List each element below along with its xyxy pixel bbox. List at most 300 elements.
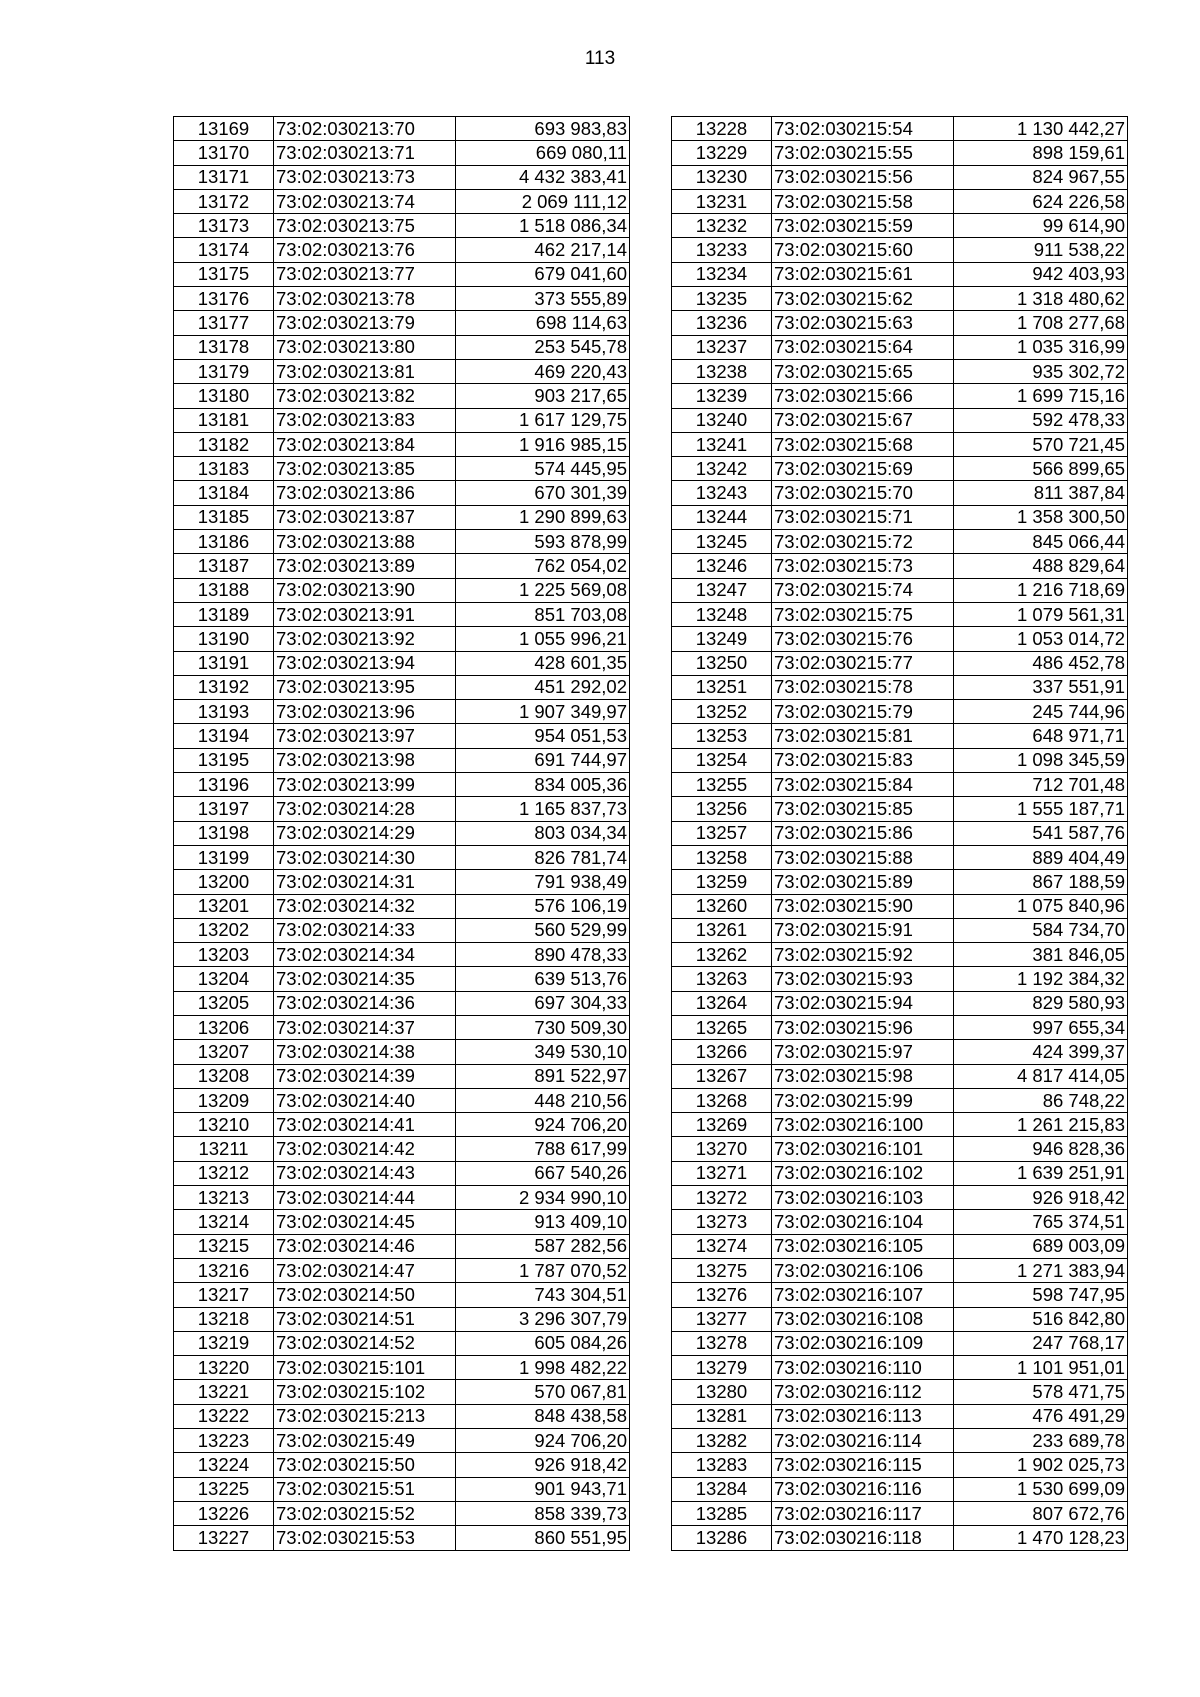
registry-table-right-body: [672, 117, 1128, 1551]
cadastral-number-cell: 73:02:030215:62: [772, 287, 954, 311]
row-number-cell: 13258: [672, 845, 772, 869]
row-number-cell: 13282: [672, 1429, 772, 1453]
cadastral-number-cell: 73:02:030215:69: [772, 457, 954, 481]
table-row: [672, 675, 1128, 699]
value-cell: 448 210,56: [456, 1088, 630, 1112]
value-cell: 848 438,58: [456, 1404, 630, 1428]
row-number-cell: 13197: [174, 797, 274, 821]
registry-table-left-body: [174, 117, 630, 1551]
table-row: [672, 1307, 1128, 1331]
table-row: [672, 627, 1128, 651]
row-number-cell: 13192: [174, 675, 274, 699]
cadastral-number-cell: 73:02:030216:109: [772, 1331, 954, 1355]
table-row: [174, 651, 630, 675]
table-row: [174, 554, 630, 578]
value-cell: 903 217,65: [456, 384, 630, 408]
table-row: [672, 870, 1128, 894]
cadastral-number-cell: 73:02:030213:87: [274, 505, 456, 529]
row-number-cell: 13200: [174, 870, 274, 894]
value-cell: 890 478,33: [456, 943, 630, 967]
row-number-cell: 13248: [672, 602, 772, 626]
cadastral-number-cell: 73:02:030213:92: [274, 627, 456, 651]
table-row: [174, 1258, 630, 1282]
value-cell: 1 130 442,27: [954, 117, 1128, 141]
table-row: [174, 675, 630, 699]
cadastral-number-cell: 73:02:030215:85: [772, 797, 954, 821]
table-row: [672, 1088, 1128, 1112]
value-cell: 4 817 414,05: [954, 1064, 1128, 1088]
value-cell: 1 916 985,15: [456, 432, 630, 456]
table-row: [174, 943, 630, 967]
cadastral-number-cell: 73:02:030214:39: [274, 1064, 456, 1088]
table-row: [174, 1113, 630, 1137]
table-row: [174, 311, 630, 335]
table-row: [672, 1064, 1128, 1088]
cadastral-number-cell: 73:02:030213:77: [274, 262, 456, 286]
row-number-cell: 13225: [174, 1477, 274, 1501]
row-number-cell: 13233: [672, 238, 772, 262]
value-cell: 826 781,74: [456, 845, 630, 869]
table-row: [174, 894, 630, 918]
value-cell: 2 069 111,12: [456, 189, 630, 213]
table-row: [672, 1331, 1128, 1355]
row-number-cell: 13276: [672, 1283, 772, 1307]
table-row: [174, 821, 630, 845]
table-row: [672, 457, 1128, 481]
value-cell: 911 538,22: [954, 238, 1128, 262]
value-cell: 462 217,14: [456, 238, 630, 262]
table-row: [672, 1161, 1128, 1185]
row-number-cell: 13284: [672, 1477, 772, 1501]
table-row: [174, 1331, 630, 1355]
value-cell: 1 075 840,96: [954, 894, 1128, 918]
cadastral-number-cell: 73:02:030213:82: [274, 384, 456, 408]
cadastral-number-cell: 73:02:030215:60: [772, 238, 954, 262]
cadastral-number-cell: 73:02:030213:80: [274, 335, 456, 359]
table-row: [672, 1501, 1128, 1525]
table-row: [672, 408, 1128, 432]
cadastral-number-cell: 73:02:030215:66: [772, 384, 954, 408]
table-row: [672, 602, 1128, 626]
value-cell: 587 282,56: [456, 1234, 630, 1258]
row-number-cell: 13170: [174, 141, 274, 165]
row-number-cell: 13250: [672, 651, 772, 675]
value-cell: 488 829,64: [954, 554, 1128, 578]
row-number-cell: 13252: [672, 700, 772, 724]
cadastral-number-cell: 73:02:030213:83: [274, 408, 456, 432]
cadastral-number-cell: 73:02:030216:104: [772, 1210, 954, 1234]
table-row: [174, 238, 630, 262]
value-cell: 576 106,19: [456, 894, 630, 918]
cadastral-number-cell: 73:02:030215:96: [772, 1015, 954, 1039]
row-number-cell: 13259: [672, 870, 772, 894]
table-row: [672, 797, 1128, 821]
cadastral-number-cell: 73:02:030215:101: [274, 1356, 456, 1380]
row-number-cell: 13213: [174, 1186, 274, 1210]
table-row: [672, 214, 1128, 238]
cadastral-number-cell: 73:02:030215:89: [772, 870, 954, 894]
value-cell: 924 706,20: [456, 1429, 630, 1453]
value-cell: 811 387,84: [954, 481, 1128, 505]
cadastral-number-cell: 73:02:030215:64: [772, 335, 954, 359]
row-number-cell: 13227: [174, 1526, 274, 1550]
value-cell: 689 003,09: [954, 1234, 1128, 1258]
cadastral-number-cell: 73:02:030215:50: [274, 1453, 456, 1477]
row-number-cell: 13177: [174, 311, 274, 335]
row-number-cell: 13222: [174, 1404, 274, 1428]
cadastral-number-cell: 73:02:030213:73: [274, 165, 456, 189]
row-number-cell: 13223: [174, 1429, 274, 1453]
cadastral-number-cell: 73:02:030213:86: [274, 481, 456, 505]
cadastral-number-cell: 73:02:030216:116: [772, 1477, 954, 1501]
cadastral-number-cell: 73:02:030215:71: [772, 505, 954, 529]
table-row: [672, 943, 1128, 967]
value-cell: 1 165 837,73: [456, 797, 630, 821]
table-row: [672, 1210, 1128, 1234]
value-cell: 712 701,48: [954, 773, 1128, 797]
row-number-cell: 13206: [174, 1015, 274, 1039]
row-number-cell: 13226: [174, 1501, 274, 1525]
table-row: [672, 505, 1128, 529]
table-row: [672, 384, 1128, 408]
value-cell: 1 518 086,34: [456, 214, 630, 238]
row-number-cell: 13204: [174, 967, 274, 991]
row-number-cell: 13274: [672, 1234, 772, 1258]
table-row: [174, 1137, 630, 1161]
value-cell: 1 101 951,01: [954, 1356, 1128, 1380]
row-number-cell: 13285: [672, 1501, 772, 1525]
row-number-cell: 13245: [672, 530, 772, 554]
row-number-cell: 13219: [174, 1331, 274, 1355]
row-number-cell: 13272: [672, 1186, 772, 1210]
cadastral-number-cell: 73:02:030213:95: [274, 675, 456, 699]
row-number-cell: 13283: [672, 1453, 772, 1477]
value-cell: 624 226,58: [954, 189, 1128, 213]
row-number-cell: 13195: [174, 748, 274, 772]
value-cell: 946 828,36: [954, 1137, 1128, 1161]
row-number-cell: 13260: [672, 894, 772, 918]
row-number-cell: 13203: [174, 943, 274, 967]
value-cell: 1 271 383,94: [954, 1258, 1128, 1282]
table-row: [174, 797, 630, 821]
row-number-cell: 13176: [174, 287, 274, 311]
row-number-cell: 13238: [672, 359, 772, 383]
row-number-cell: 13211: [174, 1137, 274, 1161]
value-cell: 476 491,29: [954, 1404, 1128, 1428]
table-row: [672, 1404, 1128, 1428]
registry-table-left: [173, 116, 630, 1551]
row-number-cell: 13220: [174, 1356, 274, 1380]
cadastral-number-cell: 73:02:030214:51: [274, 1307, 456, 1331]
table-row: [672, 238, 1128, 262]
table-row: [672, 262, 1128, 286]
cadastral-number-cell: 73:02:030216:114: [772, 1429, 954, 1453]
table-row: [672, 1429, 1128, 1453]
table-row: [174, 1015, 630, 1039]
table-row: [672, 1453, 1128, 1477]
table-row: [672, 894, 1128, 918]
value-cell: 1 318 480,62: [954, 287, 1128, 311]
table-row: [672, 1356, 1128, 1380]
row-number-cell: 13208: [174, 1064, 274, 1088]
cadastral-number-cell: 73:02:030213:91: [274, 602, 456, 626]
cadastral-number-cell: 73:02:030215:93: [772, 967, 954, 991]
value-cell: 424 399,37: [954, 1040, 1128, 1064]
cadastral-number-cell: 73:02:030215:77: [772, 651, 954, 675]
cadastral-number-cell: 73:02:030213:81: [274, 359, 456, 383]
value-cell: 765 374,51: [954, 1210, 1128, 1234]
value-cell: 803 034,34: [456, 821, 630, 845]
table-row: [672, 845, 1128, 869]
registry-table-right: [671, 116, 1128, 1551]
cadastral-number-cell: 73:02:030215:84: [772, 773, 954, 797]
row-number-cell: 13239: [672, 384, 772, 408]
value-cell: 1 053 014,72: [954, 627, 1128, 651]
cadastral-number-cell: 73:02:030215:68: [772, 432, 954, 456]
value-cell: 1 902 025,73: [954, 1453, 1128, 1477]
value-cell: 1 998 482,22: [456, 1356, 630, 1380]
table-row: [174, 189, 630, 213]
cadastral-number-cell: 73:02:030214:28: [274, 797, 456, 821]
cadastral-number-cell: 73:02:030215:70: [772, 481, 954, 505]
value-cell: 247 768,17: [954, 1331, 1128, 1355]
table-row: [672, 432, 1128, 456]
value-cell: 451 292,02: [456, 675, 630, 699]
value-cell: 851 703,08: [456, 602, 630, 626]
table-row: [672, 1283, 1128, 1307]
value-cell: 1 470 128,23: [954, 1526, 1128, 1550]
row-number-cell: 13279: [672, 1356, 772, 1380]
table-row: [672, 1477, 1128, 1501]
value-cell: 1 617 129,75: [456, 408, 630, 432]
value-cell: 669 080,11: [456, 141, 630, 165]
cadastral-number-cell: 73:02:030213:98: [274, 748, 456, 772]
cadastral-number-cell: 73:02:030215:213: [274, 1404, 456, 1428]
row-number-cell: 13218: [174, 1307, 274, 1331]
cadastral-number-cell: 73:02:030213:97: [274, 724, 456, 748]
table-row: [672, 117, 1128, 141]
value-cell: 648 971,71: [954, 724, 1128, 748]
cadastral-number-cell: 73:02:030215:92: [772, 943, 954, 967]
table-row: [174, 141, 630, 165]
row-number-cell: 13235: [672, 287, 772, 311]
table-row: [672, 530, 1128, 554]
table-row: [174, 724, 630, 748]
value-cell: 584 734,70: [954, 918, 1128, 942]
table-row: [174, 700, 630, 724]
cadastral-number-cell: 73:02:030215:91: [772, 918, 954, 942]
value-cell: 592 478,33: [954, 408, 1128, 432]
value-cell: 245 744,96: [954, 700, 1128, 724]
table-row: [174, 1429, 630, 1453]
cadastral-number-cell: 73:02:030216:118: [772, 1526, 954, 1550]
row-number-cell: 13201: [174, 894, 274, 918]
table-row: [174, 1380, 630, 1404]
value-cell: 428 601,35: [456, 651, 630, 675]
value-cell: 697 304,33: [456, 991, 630, 1015]
cadastral-number-cell: 73:02:030214:36: [274, 991, 456, 1015]
row-number-cell: 13244: [672, 505, 772, 529]
cadastral-number-cell: 73:02:030215:78: [772, 675, 954, 699]
value-cell: 560 529,99: [456, 918, 630, 942]
table-row: [174, 457, 630, 481]
row-number-cell: 13173: [174, 214, 274, 238]
cadastral-number-cell: 73:02:030216:103: [772, 1186, 954, 1210]
table-row: [174, 1210, 630, 1234]
row-number-cell: 13257: [672, 821, 772, 845]
cadastral-number-cell: 73:02:030214:34: [274, 943, 456, 967]
value-cell: 926 918,42: [456, 1453, 630, 1477]
table-row: [672, 1137, 1128, 1161]
table-row: [672, 141, 1128, 165]
row-number-cell: 13214: [174, 1210, 274, 1234]
value-cell: 935 302,72: [954, 359, 1128, 383]
row-number-cell: 13271: [672, 1161, 772, 1185]
table-row: [672, 311, 1128, 335]
cadastral-number-cell: 73:02:030213:96: [274, 700, 456, 724]
cadastral-number-cell: 73:02:030214:30: [274, 845, 456, 869]
row-number-cell: 13253: [672, 724, 772, 748]
value-cell: 788 617,99: [456, 1137, 630, 1161]
row-number-cell: 13232: [672, 214, 772, 238]
cadastral-number-cell: 73:02:030213:99: [274, 773, 456, 797]
cadastral-number-cell: 73:02:030215:75: [772, 602, 954, 626]
value-cell: 743 304,51: [456, 1283, 630, 1307]
value-cell: 1 261 215,83: [954, 1113, 1128, 1137]
cadastral-number-cell: 73:02:030215:97: [772, 1040, 954, 1064]
row-number-cell: 13261: [672, 918, 772, 942]
value-cell: 901 943,71: [456, 1477, 630, 1501]
row-number-cell: 13198: [174, 821, 274, 845]
cadastral-number-cell: 73:02:030215:61: [772, 262, 954, 286]
value-cell: 691 744,97: [456, 748, 630, 772]
row-number-cell: 13175: [174, 262, 274, 286]
row-number-cell: 13196: [174, 773, 274, 797]
value-cell: 1 216 718,69: [954, 578, 1128, 602]
value-cell: 845 066,44: [954, 530, 1128, 554]
cadastral-number-cell: 73:02:030216:108: [772, 1307, 954, 1331]
table-row: [672, 1380, 1128, 1404]
value-cell: 1 708 277,68: [954, 311, 1128, 335]
table-row: [174, 870, 630, 894]
value-cell: 2 934 990,10: [456, 1186, 630, 1210]
value-cell: 516 842,80: [954, 1307, 1128, 1331]
cadastral-number-cell: 73:02:030215:58: [772, 189, 954, 213]
value-cell: 541 587,76: [954, 821, 1128, 845]
table-row: [672, 748, 1128, 772]
row-number-cell: 13228: [672, 117, 772, 141]
table-row: [174, 1186, 630, 1210]
row-number-cell: 13262: [672, 943, 772, 967]
value-cell: 693 983,83: [456, 117, 630, 141]
row-number-cell: 13234: [672, 262, 772, 286]
cadastral-number-cell: 73:02:030213:79: [274, 311, 456, 335]
value-cell: 667 540,26: [456, 1161, 630, 1185]
row-number-cell: 13202: [174, 918, 274, 942]
table-row: [672, 481, 1128, 505]
table-row: [672, 967, 1128, 991]
value-cell: 3 296 307,79: [456, 1307, 630, 1331]
value-cell: 1 225 569,08: [456, 578, 630, 602]
table-row: [672, 1526, 1128, 1550]
table-row: [672, 287, 1128, 311]
value-cell: 574 445,95: [456, 457, 630, 481]
table-row: [174, 1501, 630, 1525]
value-cell: 86 748,22: [954, 1088, 1128, 1112]
cadastral-number-cell: 73:02:030214:43: [274, 1161, 456, 1185]
value-cell: 730 509,30: [456, 1015, 630, 1039]
page-number: 113: [584, 48, 616, 69]
cadastral-number-cell: 73:02:030213:71: [274, 141, 456, 165]
cadastral-number-cell: 73:02:030213:85: [274, 457, 456, 481]
table-row: [174, 262, 630, 286]
cadastral-number-cell: 73:02:030215:54: [772, 117, 954, 141]
cadastral-number-cell: 73:02:030215:74: [772, 578, 954, 602]
cadastral-number-cell: 73:02:030214:50: [274, 1283, 456, 1307]
cadastral-number-cell: 73:02:030216:106: [772, 1258, 954, 1282]
table-row: [174, 1404, 630, 1428]
cadastral-number-cell: 73:02:030213:75: [274, 214, 456, 238]
row-number-cell: 13221: [174, 1380, 274, 1404]
cadastral-number-cell: 73:02:030216:117: [772, 1501, 954, 1525]
cadastral-number-cell: 73:02:030216:100: [772, 1113, 954, 1137]
row-number-cell: 13183: [174, 457, 274, 481]
value-cell: 898 159,61: [954, 141, 1128, 165]
row-number-cell: 13267: [672, 1064, 772, 1088]
cadastral-number-cell: 73:02:030213:89: [274, 554, 456, 578]
cadastral-number-cell: 73:02:030215:65: [772, 359, 954, 383]
cadastral-number-cell: 73:02:030214:41: [274, 1113, 456, 1137]
value-cell: 942 403,93: [954, 262, 1128, 286]
row-number-cell: 13241: [672, 432, 772, 456]
table-row: [174, 359, 630, 383]
value-cell: 639 513,76: [456, 967, 630, 991]
table-row: [672, 1040, 1128, 1064]
row-number-cell: 13240: [672, 408, 772, 432]
table-row: [174, 1356, 630, 1380]
table-row: [174, 773, 630, 797]
table-row: [174, 1234, 630, 1258]
value-cell: 1 055 996,21: [456, 627, 630, 651]
table-row: [174, 991, 630, 1015]
value-cell: 570 067,81: [456, 1380, 630, 1404]
table-row: [174, 1526, 630, 1550]
value-cell: 1 555 187,71: [954, 797, 1128, 821]
cadastral-number-cell: 73:02:030215:79: [772, 700, 954, 724]
row-number-cell: 13273: [672, 1210, 772, 1234]
cadastral-number-cell: 73:02:030214:52: [274, 1331, 456, 1355]
row-number-cell: 13185: [174, 505, 274, 529]
row-number-cell: 13199: [174, 845, 274, 869]
table-row: [672, 651, 1128, 675]
value-cell: 824 967,55: [954, 165, 1128, 189]
cadastral-number-cell: 73:02:030215:90: [772, 894, 954, 918]
row-number-cell: 13179: [174, 359, 274, 383]
table-row: [174, 748, 630, 772]
value-cell: 605 084,26: [456, 1331, 630, 1355]
cadastral-number-cell: 73:02:030215:51: [274, 1477, 456, 1501]
value-cell: 578 471,75: [954, 1380, 1128, 1404]
table-row: [672, 1113, 1128, 1137]
table-row: [174, 432, 630, 456]
row-number-cell: 13217: [174, 1283, 274, 1307]
cadastral-number-cell: 73:02:030214:42: [274, 1137, 456, 1161]
row-number-cell: 13181: [174, 408, 274, 432]
table-row: [672, 1186, 1128, 1210]
cadastral-number-cell: 73:02:030215:53: [274, 1526, 456, 1550]
row-number-cell: 13190: [174, 627, 274, 651]
cadastral-number-cell: 73:02:030215:98: [772, 1064, 954, 1088]
